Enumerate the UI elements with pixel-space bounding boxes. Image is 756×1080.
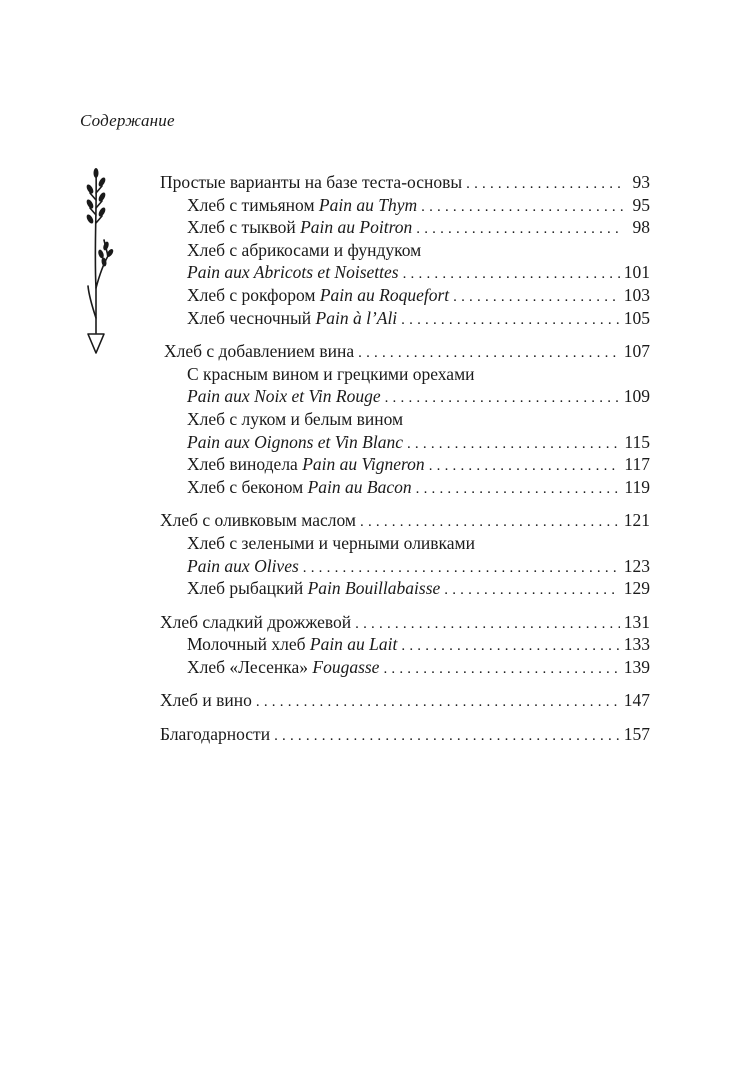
entry-title: Простые варианты на базе теста-основы bbox=[160, 172, 463, 192]
entry-title-french: Pain au Bacon bbox=[307, 476, 412, 497]
entry-title: Хлеб и вино bbox=[160, 690, 252, 711]
page-number: 101 bbox=[623, 262, 650, 283]
entry-title: Хлеб с беконом bbox=[187, 476, 308, 497]
toc-entry[interactable] bbox=[160, 171, 650, 194]
page-number: 103 bbox=[623, 284, 650, 305]
toc-entry[interactable] bbox=[160, 555, 650, 578]
entry-title-french: Pain aux Noix et Vin Rouge bbox=[187, 386, 381, 407]
entry-title: Хлеб с оливковым маслом bbox=[160, 510, 356, 531]
dot-leader bbox=[416, 478, 621, 501]
dot-leader bbox=[360, 511, 620, 534]
dot-leader bbox=[383, 658, 619, 681]
dot-leader bbox=[407, 433, 620, 456]
page-number: 95 bbox=[632, 194, 650, 215]
dot-leader bbox=[355, 613, 620, 636]
dot-leader bbox=[403, 263, 620, 286]
page-number: 117 bbox=[624, 454, 650, 475]
entry-title: Хлеб «Лесенка» bbox=[187, 656, 313, 677]
dot-leader bbox=[401, 635, 619, 658]
entry-title: Хлеб сладкий дрожжевой bbox=[160, 611, 352, 632]
page-number: 93 bbox=[632, 172, 650, 192]
entry-title: Молочный хлеб bbox=[187, 634, 310, 655]
entry-title-french: Pain aux Oignons et Vin Blanc bbox=[187, 431, 403, 452]
dot-leader bbox=[358, 342, 620, 365]
toc-entry[interactable] bbox=[160, 385, 650, 408]
dot-leader bbox=[274, 725, 620, 748]
entry-title-french: Pain au Thym bbox=[318, 194, 418, 215]
toc-entry[interactable] bbox=[160, 261, 650, 284]
toc-entry[interactable] bbox=[160, 689, 650, 712]
dot-leader bbox=[303, 557, 620, 580]
toc-entry bbox=[160, 408, 650, 431]
page-number: 131 bbox=[623, 611, 650, 632]
page-title: Содержание bbox=[80, 111, 175, 130]
wheat-stalk-icon bbox=[80, 168, 120, 360]
dot-leader bbox=[416, 218, 624, 241]
entry-title-french: Pain à l’Ali bbox=[315, 307, 398, 328]
entry-title-french: Pain Bouillabaisse bbox=[307, 578, 441, 599]
dot-leader bbox=[421, 196, 624, 219]
toc-entry[interactable] bbox=[160, 453, 650, 476]
dot-leader bbox=[466, 173, 624, 196]
toc-entry[interactable] bbox=[160, 633, 650, 656]
entry-title: Хлеб с тыквой bbox=[187, 217, 301, 238]
table-of-contents bbox=[160, 171, 650, 746]
entry-title-french: Pain au Poitron bbox=[300, 217, 413, 238]
entry-title: Хлеб чесночный bbox=[187, 307, 316, 328]
page-number: 105 bbox=[623, 307, 650, 328]
page-number: 107 bbox=[623, 341, 650, 362]
entry-title-french: Fougasse bbox=[312, 656, 380, 677]
page-number: 121 bbox=[623, 510, 650, 531]
toc-entry[interactable] bbox=[160, 340, 650, 363]
entry-title: Хлеб с зелеными и черными оливками bbox=[187, 532, 475, 553]
entry-title: Хлеб винодела bbox=[187, 454, 303, 475]
entry-title: Хлеб рыбацкий bbox=[187, 578, 308, 599]
toc-entry bbox=[160, 239, 650, 262]
toc-entry bbox=[160, 363, 650, 386]
page-number: 109 bbox=[623, 386, 650, 407]
toc-entry[interactable] bbox=[160, 284, 650, 307]
dot-leader bbox=[429, 455, 621, 478]
toc-entry[interactable] bbox=[160, 509, 650, 532]
page-number: 139 bbox=[623, 656, 650, 677]
toc-entry[interactable] bbox=[160, 577, 650, 600]
toc-entry[interactable] bbox=[160, 476, 650, 499]
toc-entry bbox=[160, 532, 650, 555]
dot-leader bbox=[256, 691, 620, 714]
page-number: 98 bbox=[632, 217, 650, 238]
page-number: 129 bbox=[623, 578, 650, 599]
page-number: 123 bbox=[623, 555, 650, 576]
toc-entry[interactable] bbox=[160, 611, 650, 634]
page-number: 119 bbox=[624, 476, 650, 497]
entry-title-french: Pain au Lait bbox=[309, 634, 398, 655]
page-number: 157 bbox=[623, 724, 650, 745]
dot-leader bbox=[385, 387, 620, 410]
toc-entry[interactable] bbox=[160, 723, 650, 746]
toc-entry[interactable] bbox=[160, 656, 650, 679]
entry-title-french: Pain au Vigneron bbox=[302, 454, 425, 475]
entry-title: Хлеб с абрикосами и фундуком bbox=[187, 239, 422, 260]
entry-title-french: Pain au Roquefort bbox=[319, 284, 450, 305]
entry-title: Хлеб с луком и белым вином bbox=[187, 408, 404, 429]
page-number: 115 bbox=[624, 431, 650, 452]
entry-title: Хлеб с добавлением вина bbox=[164, 341, 355, 362]
dot-leader bbox=[401, 309, 620, 332]
toc-entry[interactable] bbox=[160, 307, 650, 330]
page-number: 147 bbox=[623, 690, 650, 711]
page-number: 133 bbox=[623, 634, 650, 655]
dot-leader bbox=[444, 579, 619, 602]
toc-entry[interactable] bbox=[160, 431, 650, 454]
toc-entry[interactable] bbox=[160, 216, 650, 239]
entry-title: Благодарности bbox=[160, 724, 271, 745]
entry-title: Хлеб с тимьяном bbox=[187, 194, 319, 215]
entry-title-french: Pain aux Olives bbox=[187, 555, 299, 576]
entry-title: Хлеб с рокфором bbox=[187, 284, 320, 305]
entry-title: С красным вином и грецкими орехами bbox=[187, 363, 475, 384]
toc-entry[interactable] bbox=[160, 194, 650, 217]
dot-leader bbox=[453, 286, 620, 309]
entry-title-french: Pain aux Abricots et Noisettes bbox=[187, 262, 399, 283]
